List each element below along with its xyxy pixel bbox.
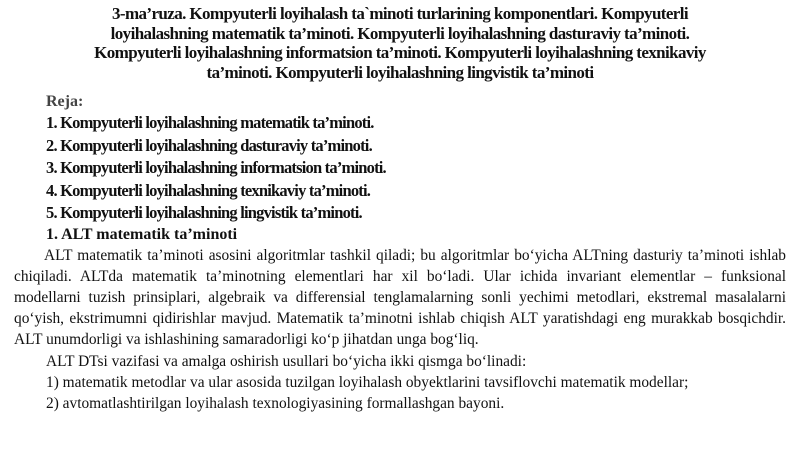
section-heading: 1. ALT matematik ta’minoti xyxy=(46,225,238,243)
plan-item: 2. Kompyuterli loyihalashning dasturaviy ta’minoti. xyxy=(46,135,372,155)
lecture-title xyxy=(14,4,786,82)
plan-label: Reja: xyxy=(46,93,84,110)
title-line: loyihalashning matematik ta’minoti. Kompyuterli loyihalashning dasturaviy ta’minoti. xyxy=(110,23,690,43)
title-line: ta’minoti. Kompyuterli loyihalashning lingvistik ta’minoti xyxy=(206,62,594,82)
title-line: 3-ma’ruza. Kompyuterli loyihalash ta`minoti turlarining komponentlari. Kompyuterli xyxy=(111,4,688,23)
list-line: 2) avtomatlashtirilgan loyihalash texnologiyasining formallashgan bayoni. xyxy=(46,394,505,412)
plan-list xyxy=(14,112,786,225)
title-line: Kompyuterli loyihalashning informatsion ta’minoti. Kompyuterli loyihalashning texnikaviy xyxy=(94,43,706,62)
plan-item: 3. Kompyuterli loyihalashning informatsion ta’minoti. xyxy=(46,158,386,177)
list-line: 1) matematik metodlar va ular asosida tuzilgan loyihalash obyektlarini tavsiflovchi matematik modellar; xyxy=(46,373,689,391)
body-paragraph: ALT DTsi vazifasi va amalga oshirish usullari bo‘yicha ikki qismga bo‘linadi: xyxy=(46,352,527,370)
body-paragraph: ALT matematik ta’minoti asosini algoritmlar tashkil qiladi; bu algoritmlar bo‘yicha ALTning dasturiy ta’minoti ishlab chiqiladi. ALTda matematik ta’minotning elementlari har xil bo‘ladi. Ular ichida invariant elementlar – funksional modellarni tuzish prinsiplari, algebraik va differensial tenglamalarning sonli yechimi metodlari, ekstremal masalalarni qo‘yish, ekstrimumni qidirishlar mavjud. Matematik ta’minotni ishlab chiqish ALT yaratishdagi eng murakkab bosqichdir. ALT unumdorligi va ishlashining samaradorligi ko‘p jihatdan unga bog‘liq. xyxy=(14,246,786,349)
plan-item: 1. Kompyuterli loyihalashning matematik ta’minoti. xyxy=(46,113,374,132)
plan-item: 5. Kompyuterli loyihalashning lingvistik ta’minoti. xyxy=(46,203,362,222)
plan-item: 4. Kompyuterli loyihalashning texnikaviy ta’minoti. xyxy=(46,180,371,200)
